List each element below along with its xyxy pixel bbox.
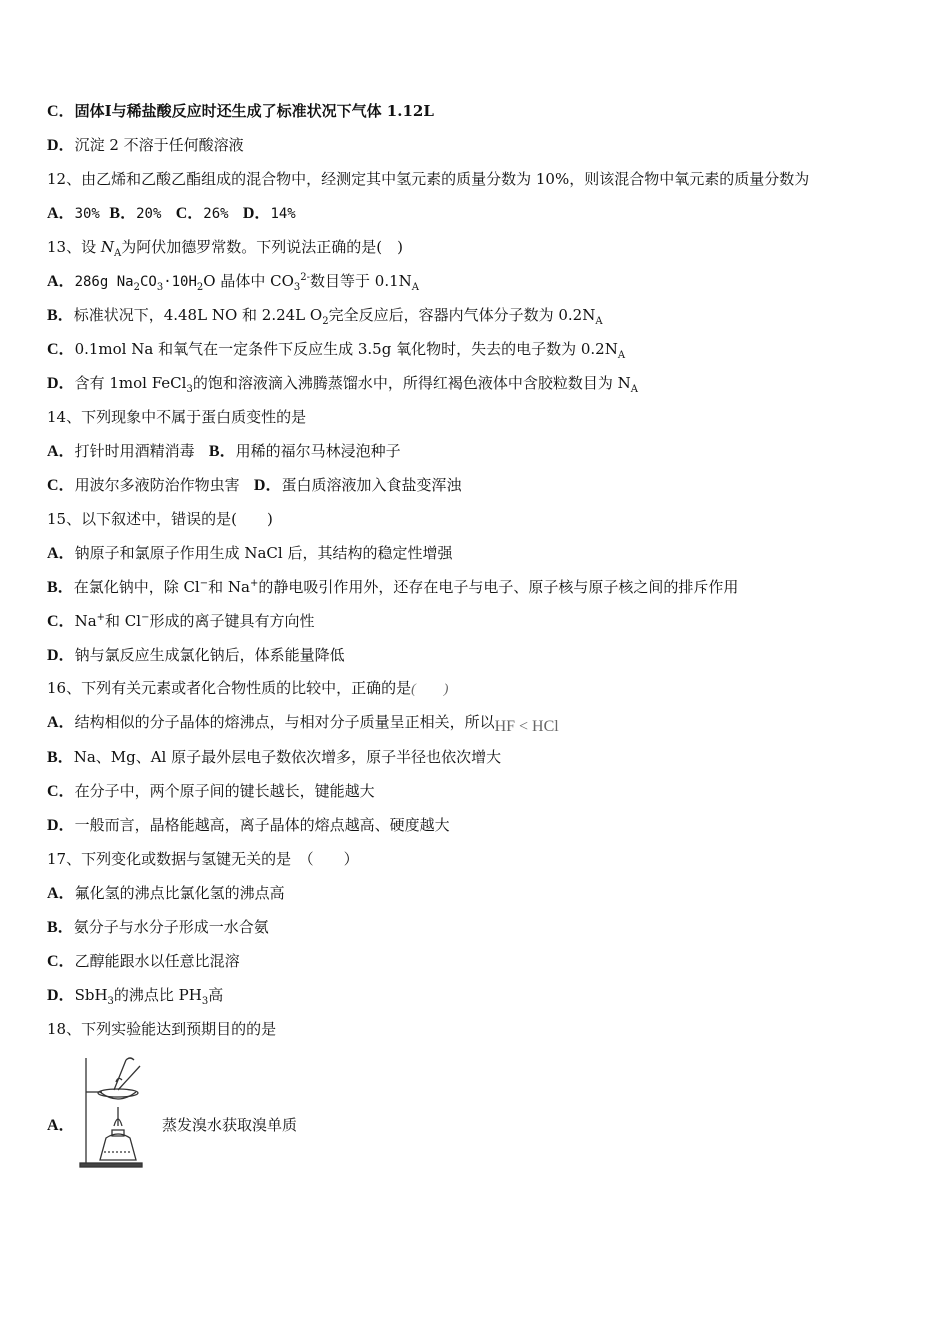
option-text-part: 的静电吸引作用外，还存在电子与电子、原子核与原子核之间的排斥作用 — [258, 578, 739, 596]
option-label: A． — [47, 273, 75, 290]
superscript: + — [249, 578, 259, 589]
option-d-label: D． — [242, 205, 271, 222]
q17-option-b — [47, 917, 269, 938]
option-text-part: 含有 1mol FeCl — [74, 374, 187, 392]
q15-option-a — [47, 543, 452, 564]
q16-option-c — [47, 781, 375, 802]
option-label: B． — [47, 307, 74, 324]
q14-stem — [47, 407, 306, 427]
rod-tip — [126, 1058, 134, 1060]
option-label: A． — [47, 545, 75, 562]
q15-stem — [47, 509, 273, 529]
option-label: A． — [47, 885, 75, 902]
option-text-part: 高 — [208, 986, 224, 1004]
option-text: 在分子中，两个原子间的键长越长，键能越大 — [74, 782, 375, 800]
option-b-text: 20% — [136, 206, 162, 222]
q17-option-a — [47, 883, 285, 904]
option-b-label: B． — [109, 205, 137, 222]
option-d-text: 蛋白质溶液加入食盐变浑浊 — [281, 476, 462, 494]
option-c-text: 用波尔多液防治作物虫害 — [74, 476, 240, 494]
option-text-part: 和 Na — [208, 578, 250, 596]
glass-rod — [114, 1060, 126, 1090]
subscript: 3 — [107, 996, 114, 1007]
q13-option-b — [47, 305, 603, 326]
option-text: 钠原子和氯原子作用生成 NaCl 后，其结构的稳定性增强 — [74, 544, 453, 562]
option-b-label: B． — [208, 443, 236, 460]
iron-ring — [98, 1089, 138, 1097]
option-c-label: C． — [175, 205, 204, 222]
evaporation-apparatus-figure — [74, 1052, 146, 1170]
q13-option-c — [47, 339, 625, 360]
question-text: 17、下列变化或数据与氢键无关的是 （ ） — [47, 850, 359, 868]
q18-option-a-text — [162, 1115, 297, 1135]
option-text-part: 的沸点比 PH — [113, 986, 202, 1004]
option-label: D． — [47, 987, 75, 1004]
option-text: 一般而言，晶格能越高，离子晶体的熔点越高、硬度越大 — [74, 816, 450, 834]
subscript: A — [630, 384, 638, 395]
option-label: D． — [47, 647, 75, 664]
option-text-part: O 晶体中 CO — [203, 272, 294, 290]
option-text: 氟化氢的沸点比氯化氢的沸点高 — [74, 884, 285, 902]
option-text: 钠与氯反应生成氯化钠后，体系能量降低 — [74, 646, 345, 664]
q16-option-b — [47, 747, 501, 768]
question-text: 12、由乙烯和乙酸乙酯组成的混合物中，经测定其中氢元素的质量分数为 10%，则该混合物中氧元素的质量分数为 — [47, 170, 810, 188]
subscript: 3 — [186, 384, 193, 395]
subscript: A — [617, 350, 626, 361]
superscript: − — [199, 578, 209, 589]
question-text: 为阿伏加德罗常数。下列说法正确的是( ) — [121, 238, 403, 256]
answer-paren: ( ) — [411, 682, 449, 697]
q18-stem — [47, 1019, 276, 1039]
option-a-label: A． — [47, 205, 75, 222]
q15-option-d — [47, 645, 345, 666]
option-label: C． — [47, 103, 75, 120]
option-text: 乙醇能跟水以任意比混溶 — [74, 952, 240, 970]
question-text: 15、以下叙述中，错误的是( ) — [47, 510, 273, 528]
q16-option-d — [47, 815, 450, 836]
option-label: D． — [47, 137, 75, 154]
q13-option-d — [47, 373, 638, 394]
option-text-part: 0.1mol Na 和氧气在一定条件下反应生成 3.5g 氧化物时，失去的电子数为 0.2N — [74, 340, 618, 358]
option-text: 固体Ⅰ与稀盐酸反应时还生成了标准状况下气体 1.12L — [74, 102, 434, 120]
option-text-part: ·10H — [163, 274, 197, 290]
glass-rod-2 — [118, 1066, 140, 1090]
formula: HF < HCl — [494, 718, 559, 735]
question-prefix: 13、设 — [47, 238, 101, 256]
option-text: 氨分子与水分子形成一水合氨 — [73, 918, 269, 936]
option-text: Na、Mg、Al 原子最外层电子数依次增多，原子半径也依次增大 — [73, 748, 502, 766]
q15-option-c — [47, 611, 314, 632]
q18-option-a-label — [47, 1115, 75, 1136]
question-text: 14、下列现象中不属于蛋白质变性的是 — [47, 408, 307, 426]
option-label: C． — [47, 783, 75, 800]
q11-option-c — [47, 101, 434, 122]
option-label: B． — [47, 749, 74, 766]
option-text-part: 286g Na — [74, 274, 134, 290]
subscript: 2 — [196, 282, 204, 293]
option-text: 结构相似的分子晶体的熔沸点，与相对分子质量呈正相关，所以 — [74, 713, 495, 731]
superscript: 2- — [300, 272, 311, 283]
q12-options — [47, 203, 296, 224]
option-text-part: 标准状况下，4.48L NO 和 2.24L O — [73, 306, 323, 324]
stand-base — [80, 1163, 142, 1167]
q11-option-d — [47, 135, 244, 156]
option-text-part: 数目等于 0.1N — [310, 272, 412, 290]
option-text-part: Na — [74, 612, 97, 630]
question-text: 18、下列实验能达到预期目的的是 — [47, 1020, 277, 1038]
option-a-text: 30% — [74, 206, 100, 222]
q14-options-cd — [47, 475, 461, 496]
option-text-part: SbH — [74, 986, 108, 1004]
subscript: A — [411, 282, 419, 293]
option-b-text: 用稀的福尔马林浸泡种子 — [235, 442, 401, 460]
option-label: D． — [47, 375, 75, 392]
option-d-text: 14% — [270, 206, 296, 222]
option-label: D． — [47, 817, 75, 834]
avogadro-symbol: N — [100, 238, 114, 256]
option-text-part: 的饱和溶液滴入沸腾蒸馏水中，所得红褐色液体中含胶粒数目为 N — [192, 374, 631, 392]
option-label: C． — [47, 613, 75, 630]
superscript: − — [141, 612, 150, 623]
q13-stem — [47, 237, 403, 257]
q14-options-ab — [47, 441, 401, 462]
option-a-label: A． — [47, 443, 75, 460]
option-text: 沉淀 2 不溶于任何酸溶液 — [74, 136, 244, 154]
q16-stem — [47, 678, 448, 700]
option-a-text: 打针时用酒精消毒 — [74, 442, 195, 460]
q16-option-a — [47, 712, 559, 733]
option-label: A． — [47, 714, 75, 731]
question-text: 16、下列有关元素或者化合物性质的比较中，正确的是 — [47, 679, 412, 697]
subscript: 2 — [133, 282, 140, 293]
q17-option-d — [47, 985, 223, 1006]
q17-option-c — [47, 951, 240, 972]
option-c-text: 26% — [203, 206, 229, 222]
option-text-part: 和 Cl — [105, 612, 142, 630]
option-c-label: C． — [47, 477, 75, 494]
option-label: C． — [47, 953, 75, 970]
q17-stem — [47, 849, 359, 869]
option-text-part: 形成的离子键具有方向性 — [149, 612, 315, 630]
q13-option-a — [47, 271, 419, 292]
subscript: 3 — [201, 996, 209, 1007]
avogadro-subscript: A — [113, 248, 122, 259]
evaporating-dish — [100, 1092, 136, 1099]
option-text-part: CO — [139, 274, 157, 290]
alcohol-lamp — [100, 1134, 136, 1160]
option-label: B． — [47, 579, 74, 596]
option-d-label: D． — [253, 477, 282, 494]
subscript: 2 — [322, 316, 329, 327]
option-text: 蒸发溴水获取溴单质 — [162, 1116, 298, 1134]
option-label: C． — [47, 341, 75, 358]
option-text-part: 完全反应后，容器内气体分子数为 0.2N — [328, 306, 596, 324]
option-text-part: 在氯化钠中，除 Cl — [73, 578, 200, 596]
option-label: A． — [47, 1117, 75, 1134]
q15-option-b — [47, 577, 738, 598]
subscript: A — [595, 316, 603, 327]
subscript: 3 — [156, 282, 164, 293]
option-label: B． — [47, 919, 74, 936]
subscript: 3 — [293, 282, 301, 293]
q12-stem — [47, 169, 809, 189]
superscript: + — [96, 612, 106, 623]
